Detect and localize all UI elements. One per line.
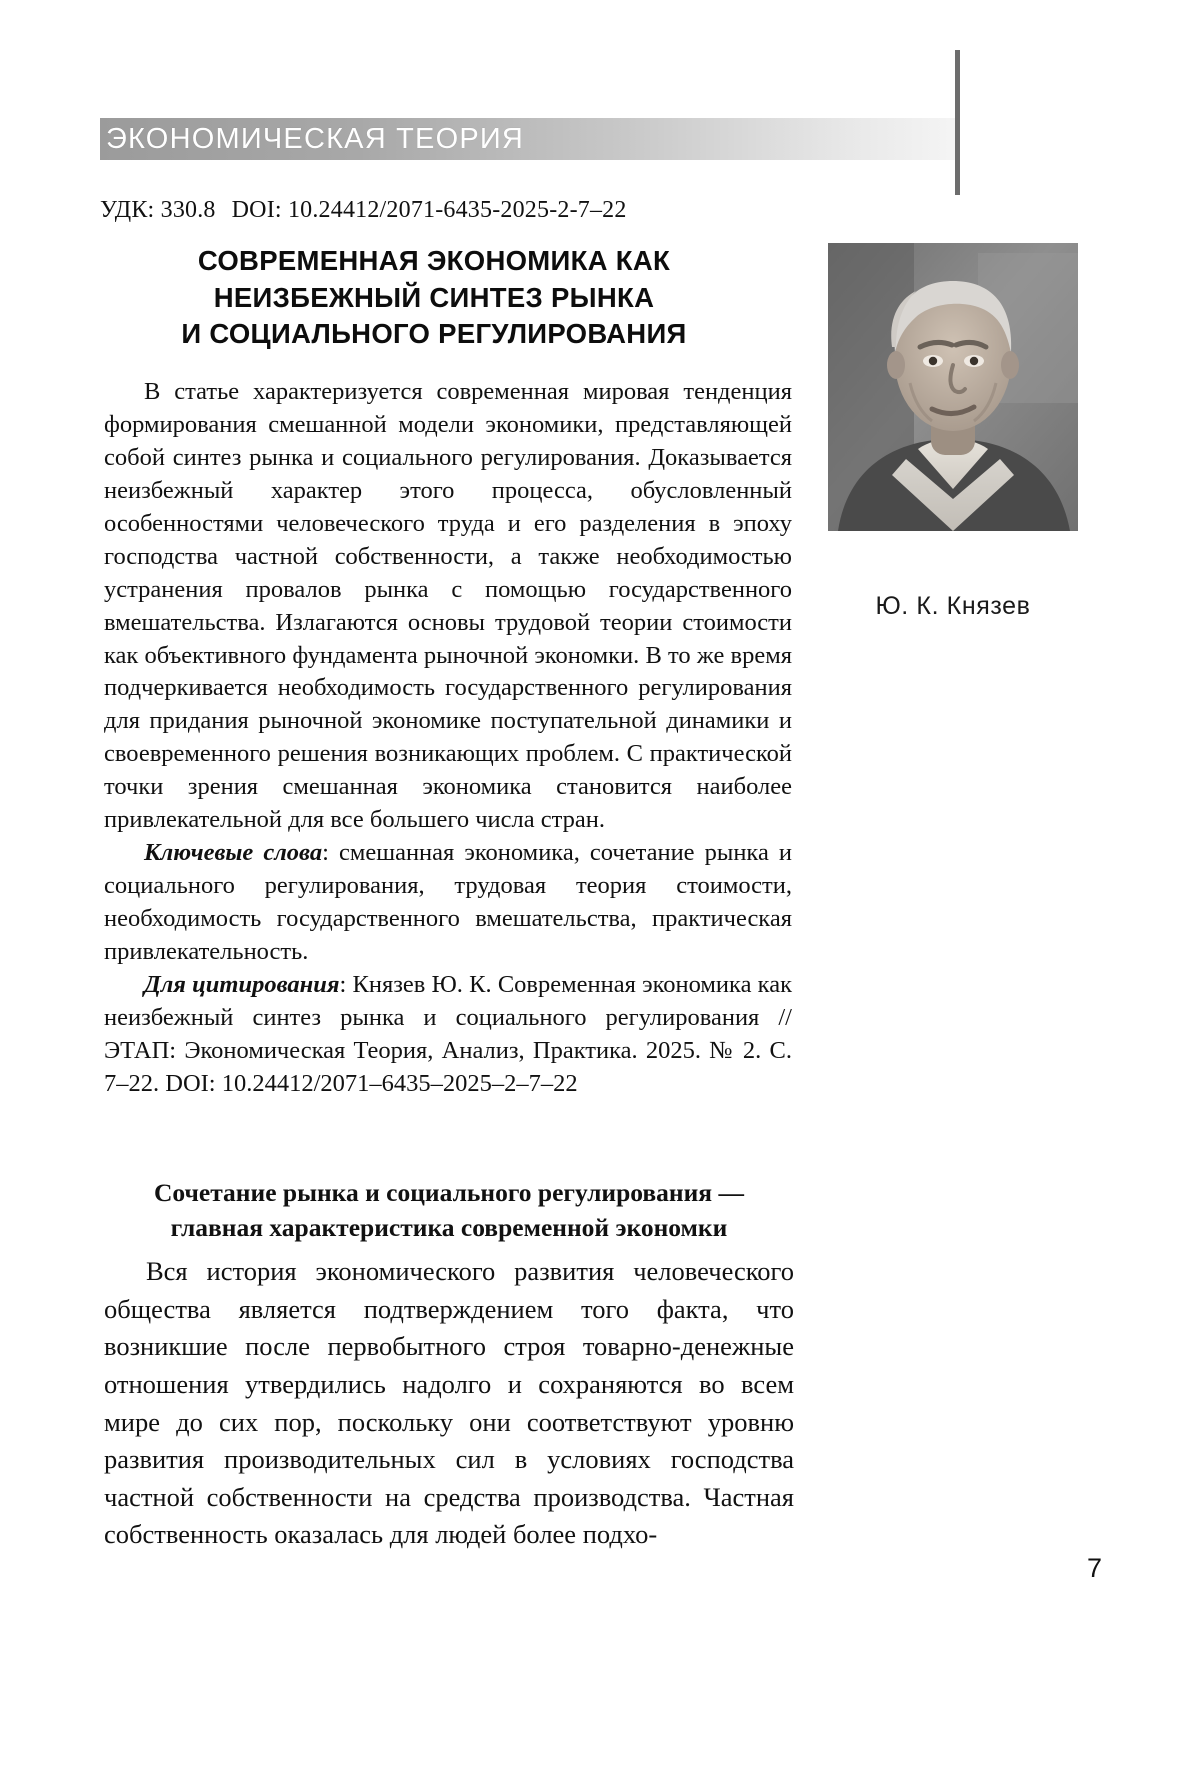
article-title [104,243,764,353]
author-portrait [828,243,1078,531]
section-heading-line-2: главная характеристика современной экономки [170,1213,728,1243]
keywords-label: Ключевые слова [144,839,323,867]
section-heading [104,1175,794,1245]
author-name: Ю. К. Князев [875,592,1031,620]
journal-rubric: ЭКОНОМИЧЕСКАЯ ТЕОРИЯ [106,123,525,155]
citation-paragraph [104,969,792,1101]
article-title-line-3: И СОЦИАЛЬНОГО РЕГУЛИРОВАНИЯ [181,318,687,350]
citation-text: : Князев Ю. К. Современная экономика как неизбежный синтез рынка и социального регулирования // ЭТАП: Экономическая Теория, Анализ, Практика. 2025. № 2. С. 7–22. DOI: 10.24412/2071–6435–2025–2–7–22 [104,970,792,1097]
article-title-line-1: СОВРЕМЕННАЯ ЭКОНОМИКА КАК [197,245,671,276]
citation-label: Для цитирования [144,970,340,998]
page-number: 7 [1086,1553,1102,1583]
article-title-line-2: НЕИЗБЕЖНЫЙ СИНТЕЗ РЫНКА [213,281,655,313]
header-vertical-rule [955,50,960,195]
portrait-image [828,243,1078,531]
body-paragraph: Вся история экономического развития человеческого общества является подтверждением того факта, что возникшие после первобытного строя товарно-денежные отношения утвердились надолго и сохраняются во всем мире до сих пор, поскольку они соответствуют уровню развития производительных сил в условиях господства частной собственности на средства производства. Частная собственность оказалась для людей более подхо- [104,1256,794,1550]
page-header [100,50,960,195]
abstract-block [104,376,792,1101]
section-body [104,1253,794,1554]
keywords-text: : смешанная экономика, сочетание рынка и социального регулирования, трудовая теория стоимости, необходимость государственного вмешательства, практическая привлекательность. [104,839,793,965]
keywords-paragraph [104,837,792,969]
abstract-text: В статье характеризуется современная мировая тенденция формирования смешанной модели экономики, представляющей собой синтез рынка и социального регулирования. Доказывается неизбежный характер этого процесса, обусловленный особенностями человеческого труда и его разделения в эпоху господства частной собственности, а также необходимостью устранения провалов рынка с помощью государственного вмешательства. Излагаются основы трудовой теории стоимости как объективного фундамента рыночной экономки. В то же время подчеркивается необходимость государственного регулирования для придания рыночной экономике поступательной динамики и своевременного решения возникающих проблем. С практической точки зрения смешанная экономика становится наиболее привлекательной для все большего числа стран. [104,378,792,834]
section-heading-line-1: Сочетание рынка и социального регулирования — [154,1178,744,1207]
doi-value: DOI: 10.24412/2071-6435-2025-2-7–22 [231,197,627,223]
udk-doi-line [100,197,627,224]
udk-value: УДК: 330.8 [100,197,216,223]
